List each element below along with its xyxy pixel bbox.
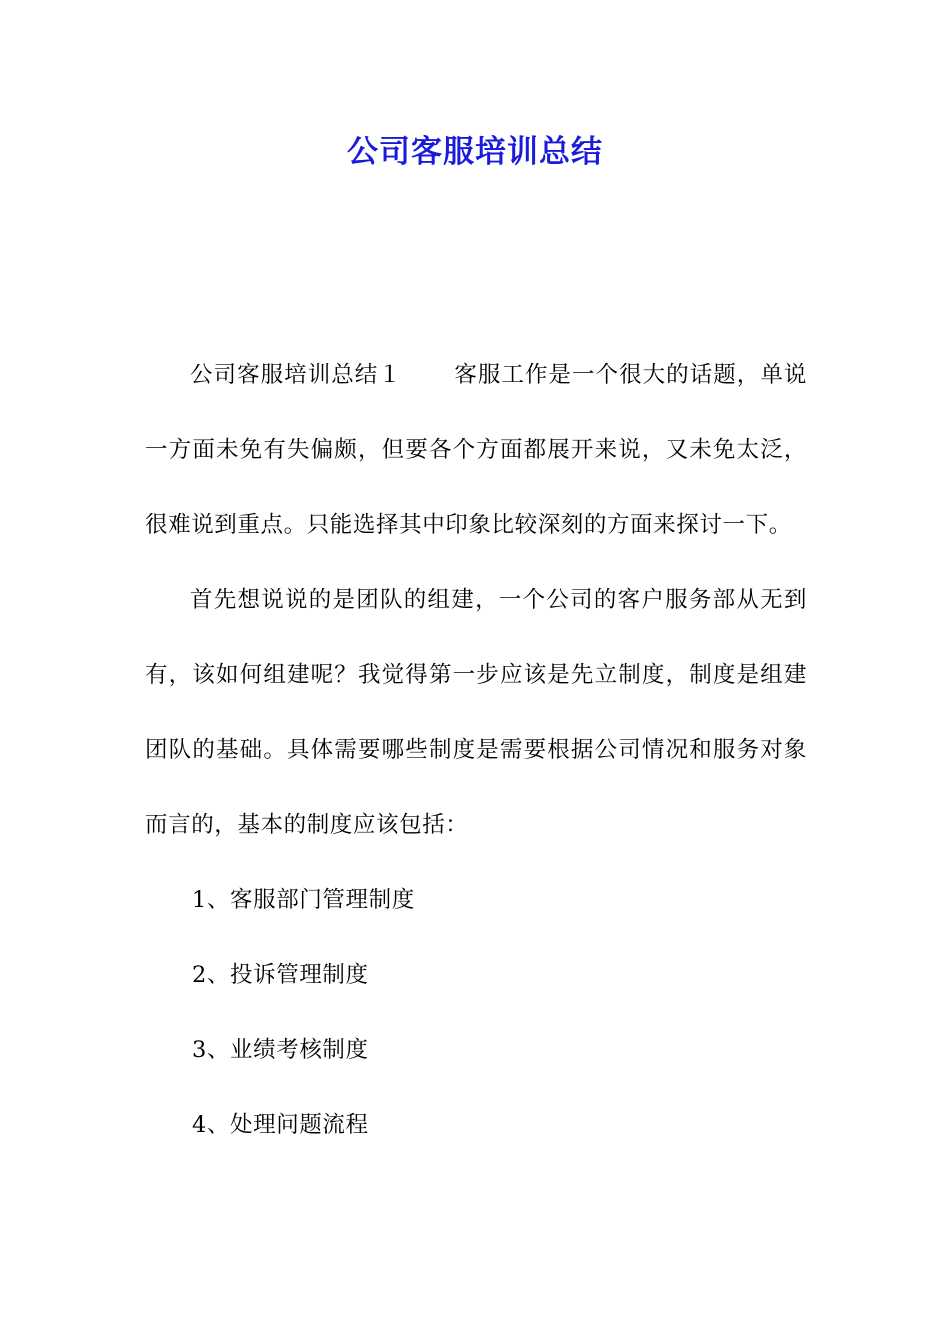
list-item-4: 4、处理问题流程	[192, 1112, 369, 1138]
paragraph-2: 首先想说说的是团队的组建，一个公司的客户服务部从无到有，该如何组建呢？我觉得第一步应该是先立制度，制度是组建团队的基础。具体需要哪些制度是需要根据公司情况和服务对象而言的，基本的制度应该包括：	[145, 587, 807, 838]
list-item-1: 1、客服部门管理制度	[192, 887, 415, 913]
paragraph-intro	[145, 338, 807, 563]
document-body	[145, 338, 807, 1163]
intro-heading: 公司客服培训总结１	[190, 362, 402, 388]
paragraph-1-text: 客服工作是一个很大的话题，单说一方面未免有失偏颇，但要各个方面都展开来说，又未免太泛，很难说到重点。只能选择其中印象比较深刻的方面来探讨一下。	[145, 362, 807, 538]
list-item-2: 2、投诉管理制度	[192, 962, 369, 988]
document-title: 公司客服培训总结	[347, 134, 603, 170]
list-item-3: 3、业绩考核制度	[192, 1037, 369, 1063]
